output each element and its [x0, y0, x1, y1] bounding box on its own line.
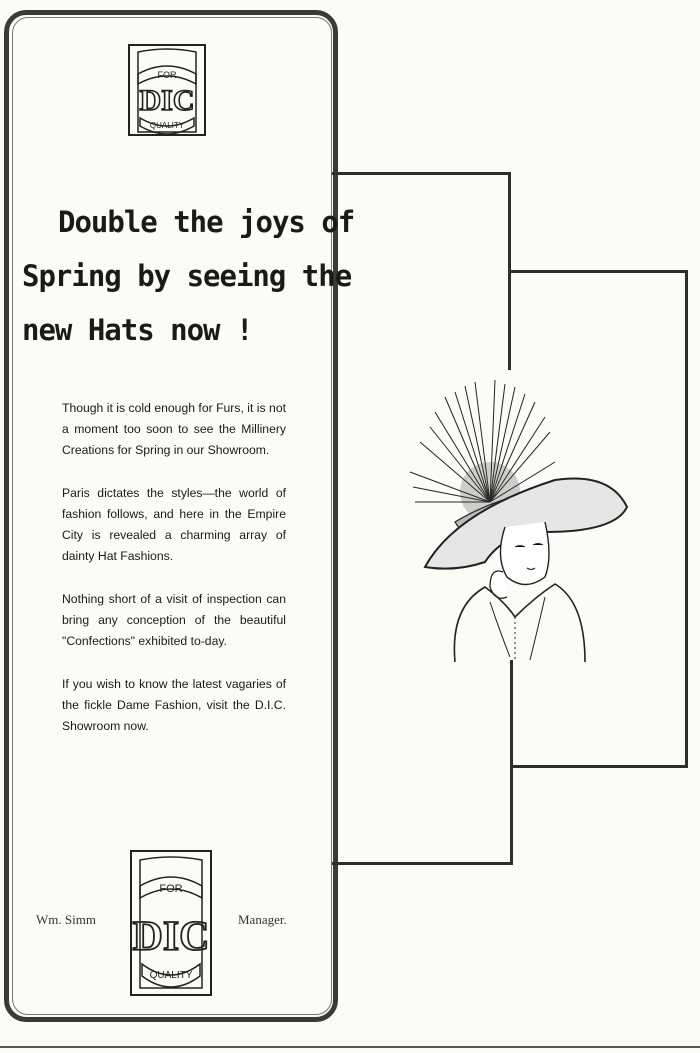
paragraph: Nothing short of a visit of inspection can bring any conception of the beautiful "Confections" exhibited to-day. [62, 592, 286, 648]
connector-line [332, 862, 512, 865]
lady-in-plumed-hat-icon [395, 372, 635, 662]
logo-bottom-dic: DIC [132, 914, 210, 960]
headline-line-2: Spring by seeing the [22, 259, 352, 293]
logo-bottom-quality: QUALITY [149, 970, 193, 981]
paragraph: If you wish to know the latest vagaries of the fickle Dame Fashion, visit the D.I.C. Showroom now. [62, 677, 286, 733]
signature-title: Manager. [238, 912, 287, 927]
connector-line [512, 765, 688, 768]
logo-top-quality: QUALITY [149, 121, 185, 130]
ad-body-copy [62, 398, 286, 759]
headline-line-1: Double the joys of [58, 205, 355, 239]
logo-top-for: FOR [157, 70, 177, 80]
signature-name: Wm. Simm [36, 912, 96, 927]
connector-line [510, 660, 513, 865]
bottom-rule [0, 1046, 700, 1048]
headline [22, 195, 355, 357]
paragraph: Paris dictates the styles—the world of fashion follows, and here in the Empire City is revealed a charming array of dainty Hat Fashions. [62, 486, 286, 563]
connector-line [685, 270, 688, 768]
logo-top-dic: DIC [139, 84, 195, 117]
paragraph: Though it is cold enough for Furs, it is not a moment too soon to see the Millinery Creations for Spring in our Showroom. [62, 401, 286, 457]
dic-logo-bottom-icon [130, 850, 212, 996]
dic-logo-top-icon [128, 44, 206, 136]
connector-line [508, 270, 688, 273]
logo-bottom-for: FOR [159, 883, 183, 895]
connector-line [332, 172, 510, 175]
headline-line-3: new Hats now ! [22, 313, 253, 347]
